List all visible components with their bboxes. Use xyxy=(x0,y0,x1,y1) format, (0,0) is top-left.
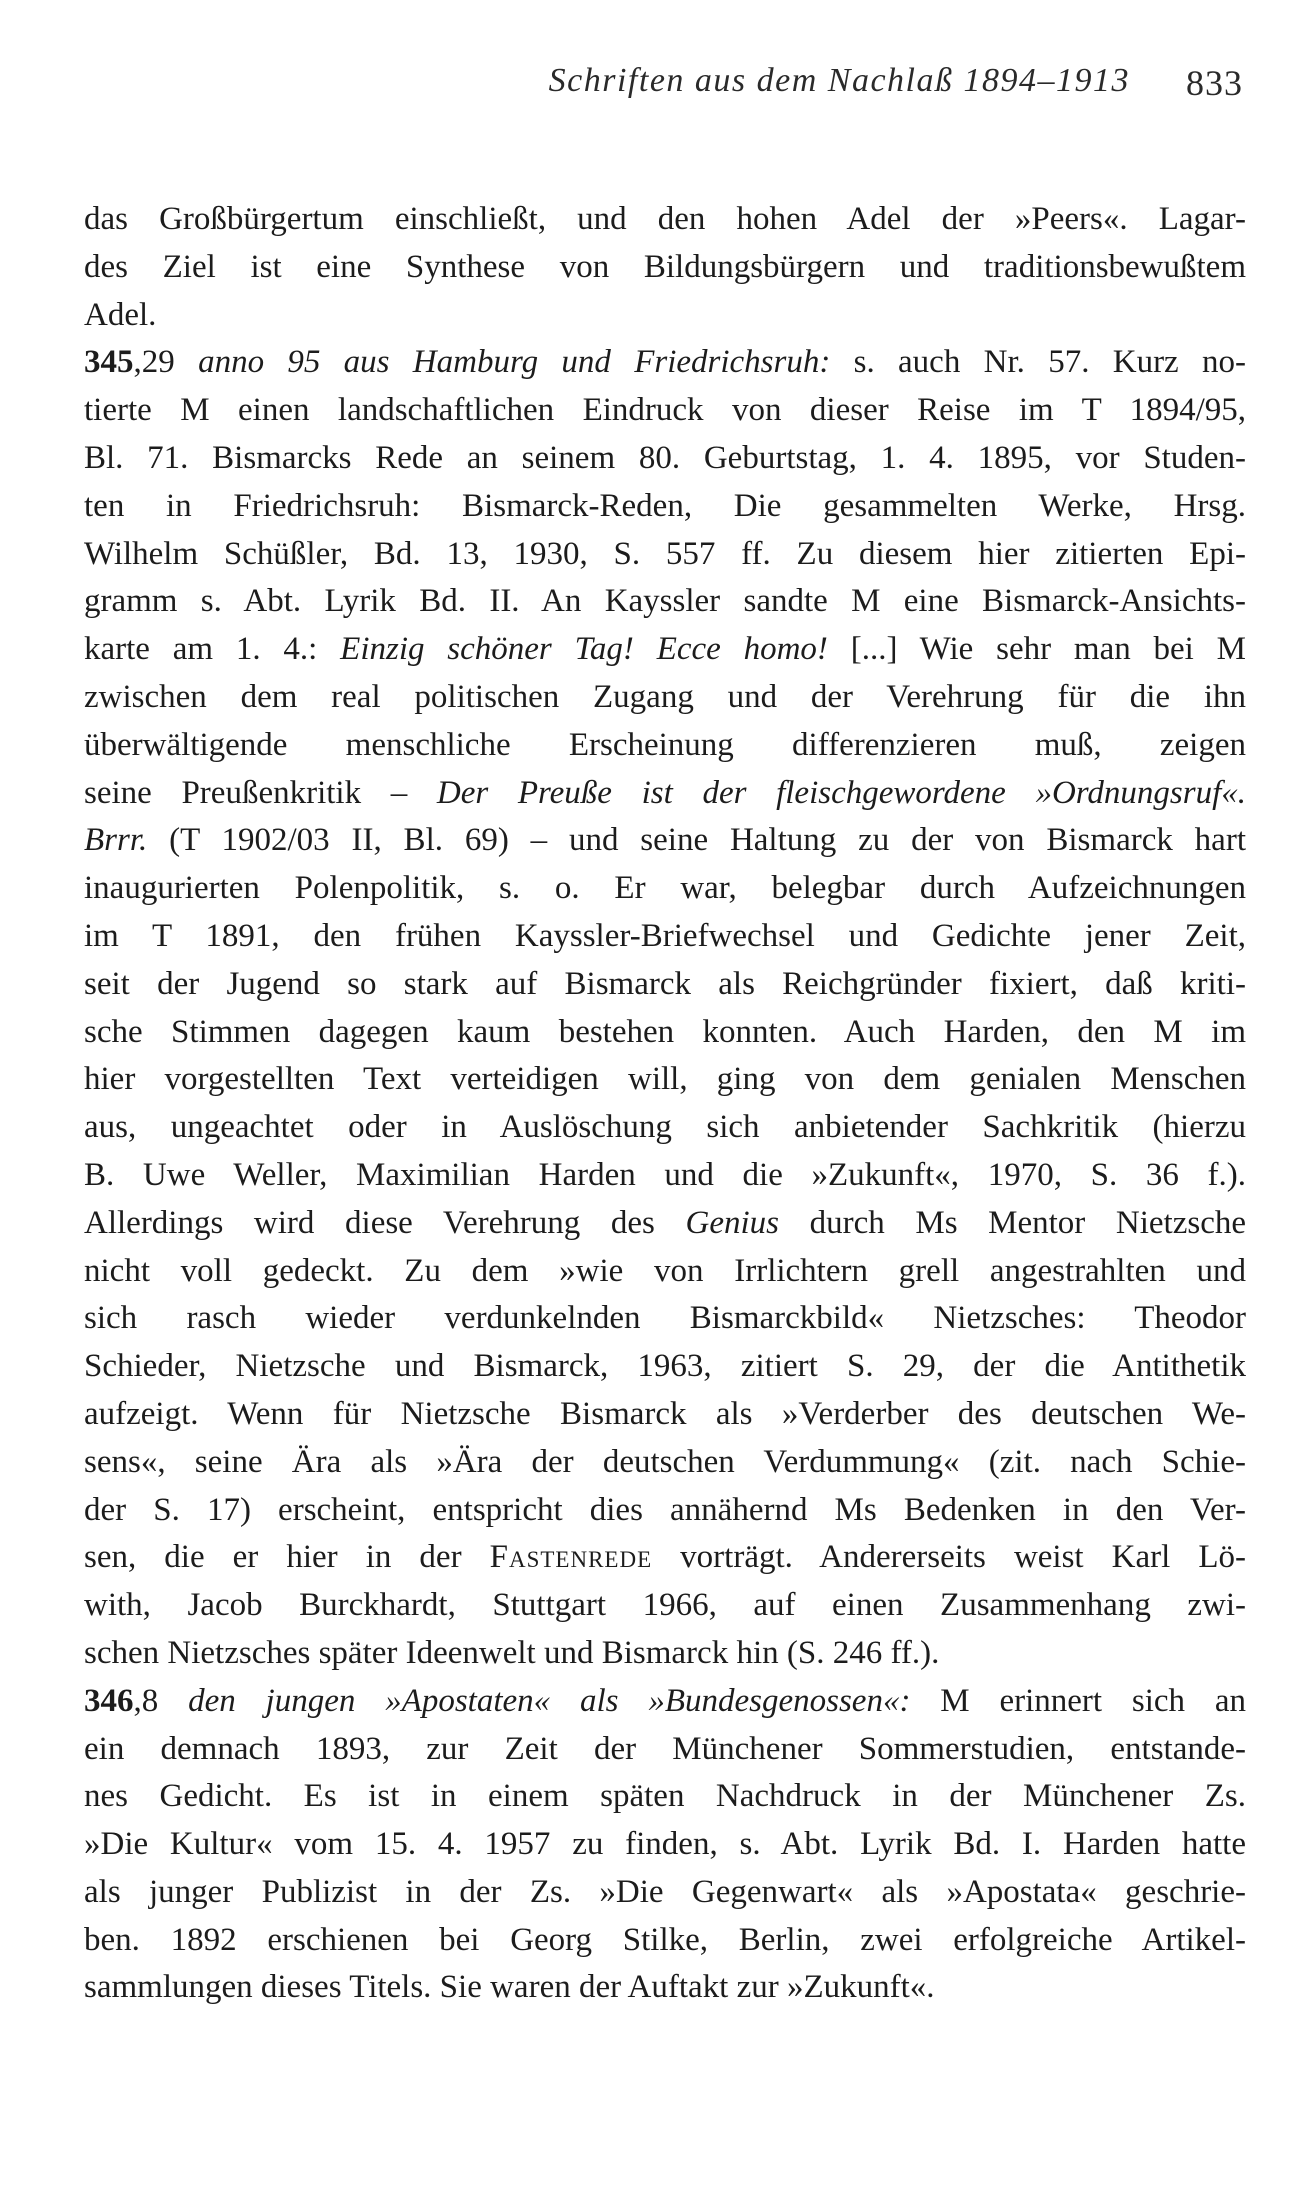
text-line xyxy=(84,244,1246,292)
text-line xyxy=(84,1678,1246,1726)
note-reference: 346 xyxy=(84,1682,134,1719)
text-line xyxy=(84,1439,1246,1487)
text-segment: karte am 1. 4.: xyxy=(84,631,341,668)
text-line xyxy=(84,1964,1246,2012)
commentary-text xyxy=(84,196,1246,2012)
text-line xyxy=(84,1295,1246,1343)
text-line xyxy=(84,770,1246,818)
text-segment: [...] Wie sehr man bei M xyxy=(827,631,1246,668)
text-line xyxy=(84,1630,1246,1678)
text-line xyxy=(84,1104,1246,1152)
text-line xyxy=(84,578,1246,626)
text-line xyxy=(84,913,1246,961)
text-segment: zwischen dem real politischen Zugang und der Verehrung für die ihn xyxy=(84,678,1246,715)
text-segment: with, Jacob Burckhardt, Stuttgart 1966, auf einen Zusammenhang zwi- xyxy=(84,1587,1246,1624)
text-segment: sich rasch wieder verdunkelnden Bismarckbild« Nietzsches: Theodor xyxy=(84,1300,1246,1337)
italic-quote: den jungen »Apostaten« als »Bundesgenossen«: xyxy=(188,1682,911,1719)
text-segment: ben. 1892 erschienen bei Georg Stilke, Berlin, zwei erfolgreiche Artikel- xyxy=(84,1921,1246,1958)
text-segment: »Die Kultur« vom 15. 4. 1957 zu finden, s. Abt. Lyrik Bd. I. Harden hatte xyxy=(84,1826,1246,1863)
running-title: Schriften aus dem Nachlaß 1894–1913 xyxy=(548,62,1130,99)
text-segment: inaugurierten Polenpolitik, s. o. Er war, belegbar durch Aufzeichnungen xyxy=(84,870,1246,907)
text-segment: durch Ms Mentor Nietzsche xyxy=(779,1204,1246,1241)
italic-quote: Einzig schöner Tag! Ecce homo! xyxy=(340,631,828,668)
text-segment: Wilhelm Schüßler, Bd. 13, 1930, S. 557 ff. Zu diesem hier zitierten Epi- xyxy=(84,535,1246,572)
text-segment: aus, ungeachtet oder in Auslöschung sich anbietender Sachkritik (hierzu xyxy=(84,1109,1246,1146)
text-segment: B. Uwe Weller, Maximilian Harden und die »Zukunft«, 1970, S. 36 f.). xyxy=(84,1156,1246,1193)
text-segment: Schieder, Nietzsche und Bismarck, 1963, zitiert S. 29, der die Antithetik xyxy=(84,1348,1246,1385)
text-segment: überwältigende menschliche Erscheinung differenzieren muß, zeigen xyxy=(84,726,1246,763)
text-segment: M erinnert sich an xyxy=(910,1682,1247,1719)
text-segment: nicht voll gedeckt. Zu dem »wie von Irrlichtern grell angestrahlten und xyxy=(84,1252,1246,1289)
running-header xyxy=(0,62,1309,112)
text-segment: seit der Jugend so stark auf Bismarck als Reichgründer fixiert, daß kriti- xyxy=(84,965,1246,1002)
text-segment: des Ziel ist eine Synthese von Bildungsbürgern und traditionsbewußtem xyxy=(84,248,1246,285)
text-line xyxy=(84,292,1246,340)
text-line xyxy=(84,1869,1246,1917)
text-line xyxy=(84,531,1246,579)
text-line xyxy=(84,1773,1246,1821)
text-line xyxy=(84,1248,1246,1296)
text-line xyxy=(84,339,1246,387)
text-line xyxy=(84,483,1246,531)
text-line xyxy=(84,196,1246,244)
text-line xyxy=(84,1200,1246,1248)
text-line xyxy=(84,1487,1246,1535)
text-line xyxy=(84,1534,1246,1582)
text-segment: hier vorgestellten Text verteidigen will, ging von dem genialen Menschen xyxy=(84,1061,1246,1098)
text-segment: tierte M einen landschaftlichen Eindruck von dieser Reise im T 1894/95, xyxy=(84,392,1246,429)
text-line xyxy=(84,1343,1246,1391)
text-line xyxy=(84,722,1246,770)
text-segment: sammlungen dieses Titels. Sie waren der Auftakt zur »Zukunft«. xyxy=(84,1969,935,2006)
text-segment: Bl. 71. Bismarcks Rede an seinem 80. Geburtstag, 1. 4. 1895, vor Studen- xyxy=(84,439,1246,476)
text-segment: sens«, seine Ära als »Ära der deutschen Verdummung« (zit. nach Schie- xyxy=(84,1443,1246,1480)
text-segment: im T 1891, den frühen Kayssler-Briefwechsel und Gedichte jener Zeit, xyxy=(84,917,1246,954)
text-line xyxy=(84,626,1246,674)
text-segment: Fastenrede xyxy=(489,1539,653,1576)
text-line xyxy=(84,1056,1246,1104)
text-line xyxy=(84,1821,1246,1869)
text-segment: als junger Publizist in der Zs. »Die Gegenwart« als »Apostata« geschrie- xyxy=(84,1873,1246,1910)
text-segment: sen, die er hier in der xyxy=(84,1539,490,1576)
text-line xyxy=(84,1917,1246,1965)
text-segment: nes Gedicht. Es ist in einem späten Nachdruck in der Münchener Zs. xyxy=(84,1778,1246,1815)
text-line xyxy=(84,1152,1246,1200)
text-line xyxy=(84,961,1246,1009)
text-line xyxy=(84,674,1246,722)
italic-quote: Der Preuße ist der fleischgewordene »Ordnungsruf«. xyxy=(436,774,1246,811)
note-reference: 345 xyxy=(84,344,134,381)
text-line xyxy=(84,1582,1246,1630)
text-segment: seine Preußenkritik – xyxy=(84,774,437,811)
text-line xyxy=(84,865,1246,913)
text-segment: s. auch Nr. 57. Kurz no- xyxy=(830,344,1246,381)
text-segment: gramm s. Abt. Lyrik Bd. II. An Kayssler sandte M eine Bismarck-Ansichts- xyxy=(84,583,1246,620)
text-segment: ten in Friedrichsruh: Bismarck-Reden, Die gesammelten Werke, Hrsg. xyxy=(84,487,1246,524)
text-line xyxy=(84,387,1246,435)
text-line xyxy=(84,1009,1246,1057)
text-segment: schen Nietzsches später Ideenwelt und Bismarck hin (S. 246 ff.). xyxy=(84,1634,940,1671)
text-line xyxy=(84,1391,1246,1439)
text-segment: aufzeigt. Wenn für Nietzsche Bismarck als »Verderber des deutschen We- xyxy=(84,1395,1246,1432)
text-segment: das Großbürgertum einschließt, und den hohen Adel der »Peers«. Lagar- xyxy=(84,201,1246,237)
text-line xyxy=(84,1726,1246,1774)
text-line xyxy=(84,817,1246,865)
text-segment: Allerdings wird diese Verehrung des xyxy=(84,1204,686,1241)
text-segment: der S. 17) erscheint, entspricht dies annähernd Ms Bedenken in den Ver- xyxy=(84,1491,1246,1528)
italic-quote: Brrr. xyxy=(84,822,148,859)
text-segment: sche Stimmen dagegen kaum bestehen konnten. Auch Harden, den M im xyxy=(84,1013,1246,1050)
text-segment: ein demnach 1893, zur Zeit der Münchener Sommerstudien, entstande- xyxy=(84,1730,1246,1767)
text-segment: ,29 xyxy=(133,344,199,381)
text-segment: ,8 xyxy=(133,1682,189,1719)
text-segment: (T 1902/03 II, Bl. 69) – und seine Haltung zu der von Bismarck hart xyxy=(147,822,1246,859)
text-segment: Adel. xyxy=(84,296,157,333)
italic-quote: anno 95 aus Hamburg und Friedrichsruh: xyxy=(198,344,831,381)
text-line xyxy=(84,435,1246,483)
text-segment: vorträgt. Andererseits weist Karl Lö- xyxy=(652,1539,1246,1576)
page-number: 833 xyxy=(1186,63,1243,103)
italic-quote: Genius xyxy=(685,1204,779,1241)
